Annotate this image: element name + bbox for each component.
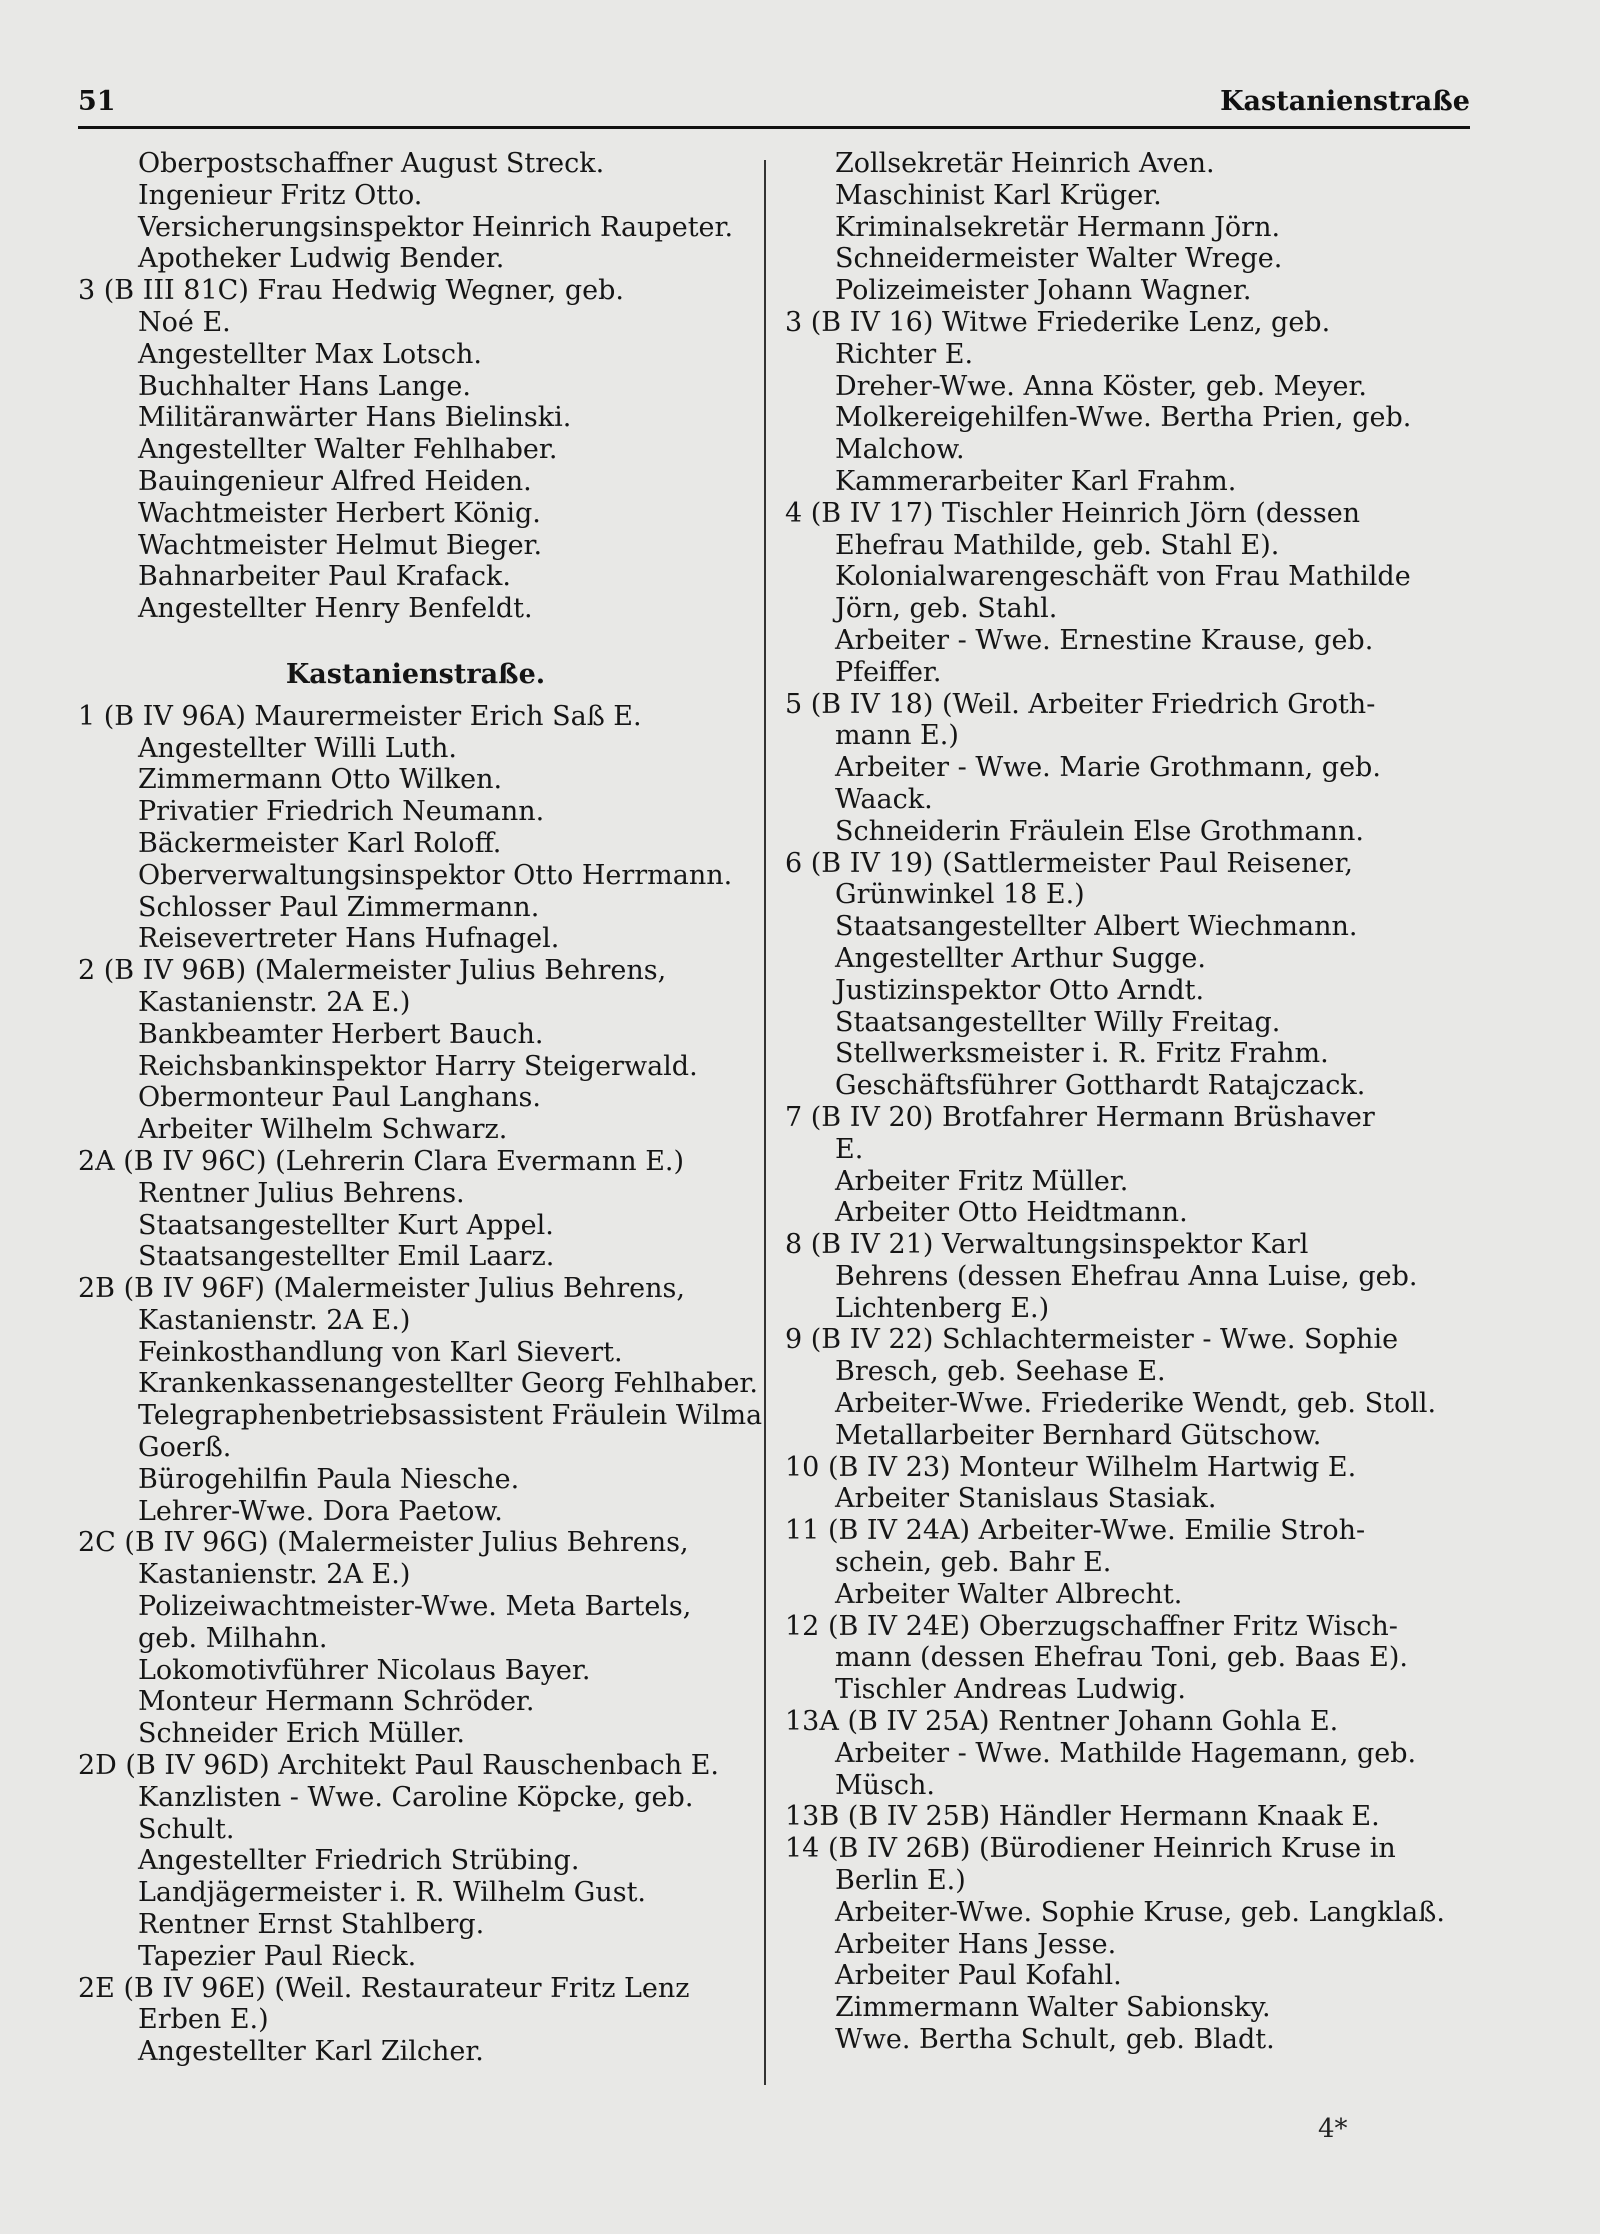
house-entry: 2A (B IV 96C) (Lehrerin Clara Evermann E.) — [78, 1145, 685, 1177]
entry-line: Polizeimeister Johann Wagner. — [835, 275, 1252, 307]
house-entry: 7 (B IV 20) Brotfahrer Hermann Brüshaver — [785, 1101, 1375, 1133]
entry-line: Waack. — [835, 783, 933, 815]
house-entry: 11 (B IV 24A) Arbeiter-Wwe. Emilie Stroh- — [785, 1515, 1366, 1547]
entry-line: Noé E. — [138, 306, 231, 338]
entry-line: Arbeiter - Wwe. Marie Grothmann, geb. — [835, 752, 1381, 784]
entry-line: Bürogehilfin Paula Niesche. — [138, 1463, 520, 1495]
entry-line: Arbeiter-Wwe. Sophie Kruse, geb. Langklaß. — [835, 1896, 1445, 1928]
entry-line: Kriminalsekretär Hermann Jörn. — [835, 211, 1281, 243]
entry-line: Kastanienstr. 2A E.) — [138, 986, 411, 1018]
entry-line: Kolonialwarengeschäft von Frau Mathilde — [835, 561, 1411, 593]
house-entry: 14 (B IV 26B) (Bürodiener Heinrich Kruse in — [785, 1833, 1396, 1865]
entry-line: Zimmermann Walter Sabionsky. — [835, 1992, 1271, 2024]
entry-line: Geschäftsführer Gotthardt Ratajczack. — [835, 1070, 1366, 1102]
running-head: Kastanienstraße — [1220, 86, 1470, 117]
entry-line: Lichtenberg E.) — [835, 1292, 1050, 1324]
entry-line: Kastanienstr. 2A E.) — [138, 1304, 411, 1336]
entry-line: Arbeiter Wilhelm Schwarz. — [138, 1114, 508, 1146]
page-number: 51 — [78, 86, 116, 117]
house-entry: 9 (B IV 22) Schlachtermeister - Wwe. Sophie — [785, 1324, 1399, 1356]
entry-line: mann E.) — [835, 720, 959, 752]
house-entry: 13A (B IV 25A) Rentner Johann Gohla E. — [785, 1706, 1339, 1738]
entry-line: Oberpostschaffner August Streck. — [138, 148, 605, 179]
entry-line: Wwe. Bertha Schult, geb. Bladt. — [835, 2024, 1275, 2056]
entry-line: Telegraphenbetriebsassistent Fräulein Wilma — [138, 1400, 763, 1432]
entry-line: Lehrer-Wwe. Dora Paetow. — [138, 1495, 503, 1527]
entry-line: Angestellter Karl Zilcher. — [138, 2036, 484, 2068]
entry-line: Angestellter Max Lotsch. — [138, 338, 482, 370]
entry-line: Berlin E.) — [835, 1865, 966, 1897]
entry-line: Reisevertreter Hans Hufnagel. — [138, 923, 560, 955]
entry-line: Angestellter Walter Fehlhaber. — [138, 434, 558, 466]
entry-line: Apotheker Ludwig Bender. — [138, 243, 505, 275]
entry-line: Bäckermeister Karl Roloff. — [138, 827, 502, 859]
entry-line: Müsch. — [835, 1769, 935, 1801]
entry-line: Arbeiter Hans Jesse. — [835, 1928, 1117, 1960]
entry-line: Angestellter Willi Luth. — [138, 732, 457, 764]
entry-line: Bahnarbeiter Paul Krafack. — [138, 561, 511, 593]
entry-line: Angestellter Friedrich Strübing. — [138, 1845, 580, 1877]
entry-line: Privatier Friedrich Neumann. — [138, 796, 545, 828]
entry-line: Reichsbankinspektor Harry Steigerwald. — [138, 1050, 698, 1082]
entry-line: Versicherungsinspektor Heinrich Raupeter. — [138, 211, 734, 243]
entry-line: Arbeiter Stanislaus Stasiak. — [835, 1483, 1217, 1515]
entry-line: Arbeiter - Wwe. Mathilde Hagemann, geb. — [835, 1737, 1417, 1769]
entry-line: mann (dessen Ehefrau Toni, geb. Baas E). — [835, 1642, 1408, 1674]
entry-line: Arbeiter Paul Kofahl. — [835, 1960, 1122, 1992]
entry-line: Kanzlisten - Wwe. Caroline Köpcke, geb. — [138, 1781, 694, 1813]
entry-line: Wachtmeister Helmut Bieger. — [138, 529, 543, 561]
house-entry: 2E (B IV 96E) (Weil. Restaurateur Fritz Lenz — [78, 1972, 690, 2004]
entry-line: Maschinist Karl Krüger. — [835, 179, 1162, 211]
entry-line: Molkereigehilfen-Wwe. Bertha Prien, geb. — [835, 402, 1412, 434]
entry-line: Wachtmeister Herbert König. — [138, 497, 541, 529]
entry-line: Tischler Andreas Ludwig. — [835, 1674, 1186, 1706]
signature-mark: 4* — [1318, 2114, 1348, 2144]
house-entry: 12 (B IV 24E) Oberzugschaffner Fritz Wisch- — [785, 1610, 1398, 1642]
entry-line: Tapezier Paul Rieck. — [138, 1940, 417, 1972]
entry-line: Zollsekretär Heinrich Aven. — [835, 148, 1215, 179]
entry-line: Landjägermeister i. R. Wilhelm Gust. — [138, 1877, 647, 1909]
entry-line: Rentner Julius Behrens. — [138, 1177, 465, 1209]
entry-line: Schneiderin Fräulein Else Grothmann. — [835, 815, 1364, 847]
house-entry: 1 (B IV 96A) Maurermeister Erich Saß E. — [78, 700, 642, 732]
house-entry: 3 (B IV 16) Witwe Friederike Lenz, geb. — [785, 306, 1331, 338]
entry-line: Dreher-Wwe. Anna Köster, geb. Meyer. — [835, 370, 1367, 402]
house-entry: 3 (B III 81C) Frau Hedwig Wegner, geb. — [78, 275, 624, 307]
left-column — [78, 148, 763, 2068]
entry-line: Arbeiter - Wwe. Ernestine Krause, geb. — [835, 624, 1374, 656]
entry-line: Obermonteur Paul Langhans. — [138, 1082, 541, 1114]
entry-line: Schlosser Paul Zimmermann. — [138, 891, 540, 923]
entry-line: Erben E.) — [138, 2004, 269, 2036]
entry-line: Bauingenieur Alfred Heiden. — [138, 465, 532, 497]
entry-line: schein, geb. Bahr E. — [835, 1547, 1112, 1579]
house-entry: 8 (B IV 21) Verwaltungsinspektor Karl — [785, 1229, 1309, 1261]
entry-line: E. — [835, 1133, 864, 1165]
street-heading: Kastanienstraße. — [285, 658, 546, 690]
entry-line: Arbeiter-Wwe. Friederike Wendt, geb. Stoll. — [835, 1388, 1437, 1420]
entry-line: Goerß. — [138, 1432, 232, 1464]
entry-line: Malchow. — [835, 434, 965, 466]
house-entry: 2 (B IV 96B) (Malermeister Julius Behrens, — [78, 955, 667, 987]
entry-line: Justizinspektor Otto Arndt. — [835, 974, 1205, 1006]
entry-line: Krankenkassenangestellter Georg Fehlhaber. — [138, 1368, 758, 1400]
entry-line: Lokomotivführer Nicolaus Bayer. — [138, 1654, 591, 1686]
entry-line: Jörn, geb. Stahl. — [835, 593, 1058, 625]
entry-line: Monteur Hermann Schröder. — [138, 1686, 535, 1718]
entry-line: Metallarbeiter Bernhard Gütschow. — [835, 1419, 1322, 1451]
entry-line: Kastanienstr. 2A E.) — [138, 1559, 411, 1591]
entry-line: Behrens (dessen Ehefrau Anna Luise, geb. — [835, 1260, 1418, 1292]
entry-line: Schneidermeister Walter Wrege. — [835, 243, 1283, 275]
entry-line: Polizeiwachtmeister-Wwe. Meta Bartels, — [138, 1591, 692, 1623]
entry-line: Oberverwaltungsinspektor Otto Herrmann. — [138, 859, 733, 891]
house-entry: 5 (B IV 18) (Weil. Arbeiter Friedrich Groth- — [785, 688, 1376, 720]
page-header — [78, 82, 1470, 129]
entry-line: Buchhalter Hans Lange. — [138, 370, 471, 402]
entry-line: Rentner Ernst Stahlberg. — [138, 1909, 485, 1941]
entry-line: Bresch, geb. Seehase E. — [835, 1356, 1166, 1388]
entry-line: Pfeiffer. — [835, 656, 942, 688]
entry-line: Staatsangestellter Willy Freitag. — [835, 1006, 1281, 1038]
right-column — [775, 148, 1470, 2056]
entry-line: Bankbeamter Herbert Bauch. — [138, 1018, 544, 1050]
entry-line: geb. Milhahn. — [138, 1622, 328, 1654]
entry-line: Angestellter Arthur Sugge. — [835, 942, 1206, 974]
house-entry: 4 (B IV 17) Tischler Heinrich Jörn (dessen — [785, 497, 1361, 529]
entry-line: Zimmermann Otto Wilken. — [138, 764, 503, 796]
house-entry: 2D (B IV 96D) Architekt Paul Rauschenbach E. — [78, 1750, 719, 1782]
entry-line: Arbeiter Otto Heidtmann. — [835, 1197, 1188, 1229]
entry-line: Schult. — [138, 1813, 235, 1845]
entry-line: Stellwerksmeister i. R. Fritz Frahm. — [835, 1038, 1329, 1070]
entry-line: Grünwinkel 18 E.) — [835, 879, 1085, 911]
house-entry: 10 (B IV 23) Monteur Wilhelm Hartwig E. — [785, 1451, 1357, 1483]
entry-line: Schneider Erich Müller. — [138, 1718, 465, 1750]
entry-line: Arbeiter Fritz Müller. — [835, 1165, 1129, 1197]
entry-line: Arbeiter Walter Albrecht. — [835, 1578, 1183, 1610]
entry-line: Feinkosthandlung von Karl Sievert. — [138, 1336, 623, 1368]
entry-line: Ehefrau Mathilde, geb. Stahl E). — [835, 529, 1280, 561]
house-entry: 6 (B IV 19) (Sattlermeister Paul Reisener, — [785, 847, 1354, 879]
column-divider — [764, 160, 766, 2085]
entry-line: Militäranwärter Hans Bielinski. — [138, 402, 572, 434]
house-entry: 2C (B IV 96G) (Malermeister Julius Behrens, — [78, 1527, 689, 1559]
entry-line: Angestellter Henry Benfeldt. — [138, 593, 533, 625]
entry-line: Richter E. — [835, 338, 974, 370]
house-entry: 2B (B IV 96F) (Malermeister Julius Behrens, — [78, 1273, 685, 1305]
entry-line: Kammerarbeiter Karl Frahm. — [835, 465, 1237, 497]
entry-line: Staatsangestellter Emil Laarz. — [138, 1241, 555, 1273]
entry-line: Staatsangestellter Kurt Appel. — [138, 1209, 554, 1241]
entry-line: Staatsangestellter Albert Wiechmann. — [835, 911, 1358, 943]
house-entry: 13B (B IV 25B) Händler Hermann Knaak E. — [785, 1801, 1380, 1833]
entry-line: Ingenieur Fritz Otto. — [138, 179, 423, 211]
